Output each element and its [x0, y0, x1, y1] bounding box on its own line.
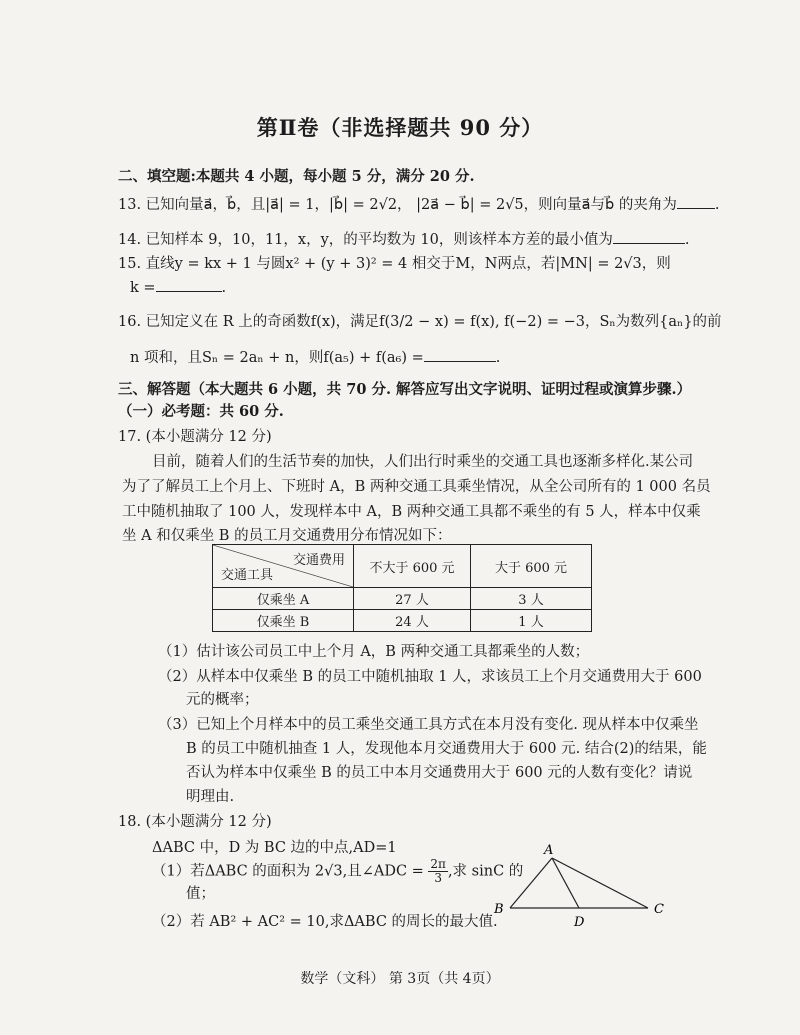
side-ac [552, 858, 648, 908]
section2-heading: 二、填空题:本题共 4 小题，每小题 5 分，满分 20 分. [118, 168, 475, 185]
table-col-header-2: 大于 600 元 [471, 545, 592, 588]
question-13: 13. 已知向量a⃗，b⃗，且|a⃗| = 1，|b⃗| = 2√2， |2a⃗ − b⃗| = 2√5，则向量a⃗与b⃗ 的夹角为 . [118, 193, 719, 214]
page-footer: 数学（文科） 第 3页（共 4页） [300, 971, 500, 987]
q17-sub-3c: 否认为样本中仅乘坐 B 的员工中本月交通费用大于 600 元的人数有变化？请说 [186, 765, 693, 781]
question-15-line1: 15. 直线y = kx + 1 与圆x² + (y + 3)² = 4 相交于M，N两点，若|MN| = 2√3，则 [118, 256, 671, 272]
q17-sub-3d: 明理由. [186, 789, 235, 805]
table-col-header-1: 不大于 600 元 [354, 545, 471, 588]
table-corner [213, 545, 354, 588]
q18-sub-1b: 值； [186, 886, 215, 902]
q17-para-4: 坐 A 和仅乘坐 B 的员工月交通费用分布情况如下： [122, 528, 452, 544]
answer-blank-15[interactable] [156, 277, 222, 292]
table-corner-top: 交通费用 [292, 553, 345, 568]
fee-table [212, 544, 592, 632]
q17-para-2: 为了了解员工上个月上、下班时 A，B 两种交通工具乘坐情况，从全公司所有的 1 000 名员 [122, 479, 711, 495]
question-16-line2: n 项和，且Sₙ = 2aₙ + n，则f(a₅) + f(a₆) = . [130, 346, 500, 367]
table-row: 仅乘坐 B 24 人 1 人 [213, 610, 592, 632]
q17-sub-2b: 元的概率； [186, 692, 259, 708]
label-d: D [574, 915, 585, 930]
question-15-line2: k = . [130, 277, 226, 296]
label-c: C [654, 902, 664, 917]
q17-sub-3a: （3）已知上个月样本中的员工乘坐交通工具方式在本月没有变化. 现从样本中仅乘坐 [158, 717, 699, 733]
section3-sub: （一）必考题：共 60 分. [118, 403, 284, 420]
q17-head: 17. (本小题满分 12 分) [118, 429, 272, 445]
section3-heading: 三、解答题（本大题共 6 小题，共 70 分. 解答应写出文字说明、证明过程或演算步骤.） [118, 381, 692, 398]
q17-sub-3b: B 的员工中随机抽查 1 人，发现他本月交通费用大于 600 元. 结合(2)的结果，能 [186, 741, 707, 757]
q18-para-1: ΔABC 中，D 为 BC 边的中点,AD=1 [152, 840, 397, 856]
table-corner-bottom: 交通工具 [221, 568, 274, 583]
answer-blank-16[interactable] [424, 347, 496, 362]
fraction-2pi-3: $\frac{2\pi}{3}$ [430, 857, 446, 885]
q17-para-1: 目前，随着人们的生活节奏的加快，人们出行时乘坐的交通工具也逐渐多样化.某公司 [152, 454, 694, 470]
q18-sub-1: （1）若ΔABC 的面积为 2√3,且∠ADC = $\frac{2\pi}{3}$ ,求 sinC 的 [152, 857, 524, 885]
q18-sub-2: （2）若 AB² + AC² = 10,求ΔABC 的周长的最大值. [152, 914, 498, 930]
question-14: 14. 已知样本 9，10，11，x，y，的平均数为 10，则该样本方差的最小值为 . [118, 228, 689, 249]
label-a: A [544, 843, 554, 858]
answer-blank-13[interactable] [677, 194, 715, 209]
page-title: 第Ⅱ卷（非选择题共 90 分） [256, 115, 544, 140]
q17-para-3: 工中随机抽取了 100 人，发现样本中 A，B 两种交通工具都不乘坐的有 5 人，样本中仅乘 [122, 504, 701, 520]
answer-blank-14[interactable] [613, 229, 685, 244]
side-ab [510, 858, 552, 908]
q17-sub-2a: （2）从样本中仅乘坐 B 的员工中随机抽取 1 人，求该员工上个月交通费用大于 600 [158, 669, 702, 685]
label-b: B [494, 902, 504, 917]
q17-sub-1: （1）估计该公司员工中上个月 A，B 两种交通工具都乘坐的人数； [158, 644, 590, 660]
q18-head: 18. (本小题满分 12 分) [118, 814, 272, 830]
question-16-line1: 16. 已知定义在 R 上的奇函数f(x)，满足f(3/2 − x) = f(x), f(−2) = −3，Sₙ为数列{aₙ}的前 [118, 314, 722, 330]
table-row: 仅乘坐 A 27 人 3 人 [213, 588, 592, 610]
triangle-abc-figure [488, 840, 688, 940]
